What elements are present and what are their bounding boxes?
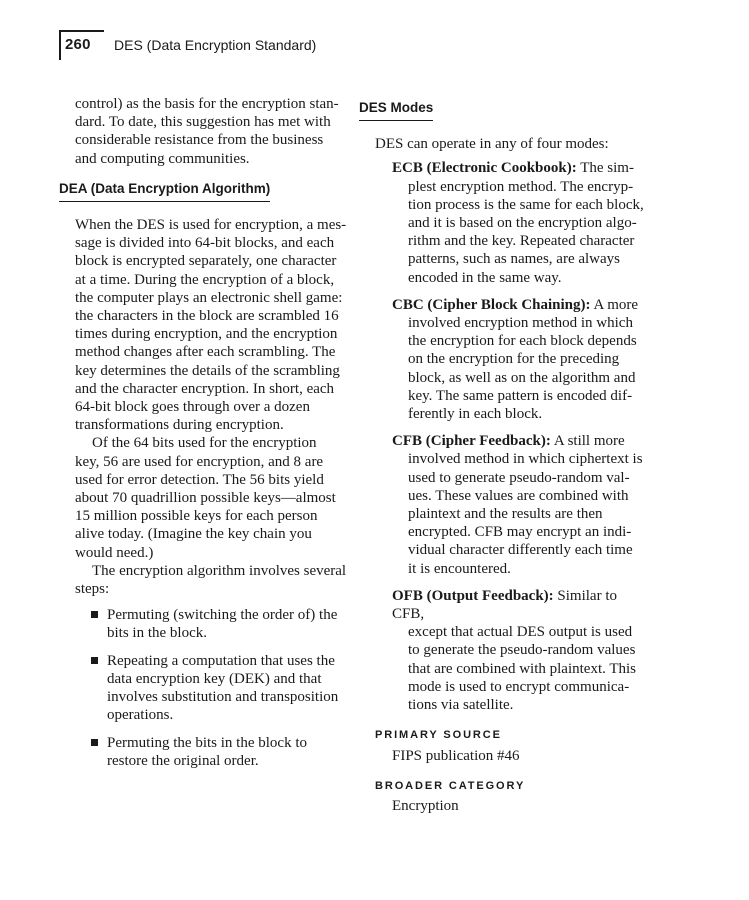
- text-line: it is encountered.: [408, 560, 511, 577]
- mode-entry-cbc: [392, 296, 645, 423]
- header-rule-horizontal: [59, 30, 104, 32]
- primary-source-label: PRIMARY SOURCE: [375, 729, 502, 742]
- mode-entry-cfb: [392, 432, 645, 578]
- text-line: and the character encryption. In short, each: [75, 380, 335, 397]
- broader-category-label: BROADER CATEGORY: [375, 779, 526, 792]
- text-line: ferently in each block.: [408, 406, 543, 423]
- text-line: block is encrypted separately, one character: [75, 253, 337, 270]
- text-line: plaintext and the results are then: [408, 506, 603, 523]
- text-line: sage is divided into 64-bit blocks, and each: [75, 235, 335, 252]
- mode-entry-ecb: [392, 159, 645, 286]
- mode-entry-ofb: [392, 587, 645, 714]
- header-rule-vertical: [59, 30, 61, 60]
- text-line: involved method in which ciphertext is: [408, 451, 643, 468]
- text-line: Repeating a computation that uses the: [107, 652, 335, 669]
- broader-category-value: Encryption: [392, 797, 459, 814]
- text-line: restore the original order.: [107, 752, 259, 769]
- list-item: [91, 606, 347, 642]
- text-line: block, as well as on the algorithm and: [408, 369, 636, 386]
- text-line: Of the 64 bits used for the encryption: [92, 435, 317, 452]
- text-line: patterns, such as names, are always: [408, 251, 621, 268]
- text-line: operations.: [107, 707, 174, 724]
- text-line: A more: [593, 296, 639, 313]
- list-item: [91, 652, 347, 725]
- text-line: involves substitution and transposition: [107, 689, 339, 706]
- modes-intro: DES can operate in any of four modes:: [375, 136, 609, 153]
- text-line: that are combined with plaintext. This: [408, 660, 637, 677]
- text-line: at a time. During the encryption of a block,: [75, 271, 335, 288]
- bullet-square-icon: [91, 739, 98, 746]
- text-line: alive today. (Imagine the key chain you: [75, 526, 312, 543]
- text-line: key, 56 are used for encryption, and 8 are: [75, 453, 324, 470]
- dea-paragraph-1: [59, 216, 347, 434]
- text-line: and computing communities.: [75, 150, 250, 167]
- text-line: and it is based on the encryption algo-: [408, 215, 637, 232]
- text-line: the characters in the block are scrambled 16: [75, 308, 339, 325]
- text-line: 64-bit block goes through over a dozen: [75, 399, 310, 416]
- dea-paragraph-3: [59, 562, 347, 598]
- text-line: involved encryption method in which: [408, 315, 633, 332]
- section-heading-des-modes: DES Modes: [359, 99, 433, 121]
- primary-source-value: FIPS publication #46: [392, 747, 520, 764]
- text-line: ues. These values are combined with: [408, 487, 629, 504]
- mode-term: CFB (Cipher Feedback):: [392, 433, 551, 450]
- text-line: the encryption for each block depends: [408, 333, 637, 350]
- text-line: about 70 quadrillion possible keys—almost: [75, 490, 336, 507]
- text-line: tion process is the same for each block,: [408, 196, 644, 213]
- list-item: [91, 734, 347, 770]
- text-line: steps:: [75, 581, 110, 598]
- text-line: The encryption algorithm involves several: [92, 562, 347, 579]
- text-line: Permuting the bits in the block to: [107, 734, 307, 751]
- text-line: would need.): [75, 544, 154, 561]
- bullet-square-icon: [91, 657, 98, 664]
- text-line: on the encryption for the preceding: [408, 351, 620, 368]
- text-line: to generate the pseudo-random values: [408, 642, 636, 659]
- text-line: times during encryption, and the encryption: [75, 326, 338, 343]
- text-line: key determines the details of the scrambling: [75, 362, 340, 379]
- text-line: dard. To date, this suggestion has met with: [75, 114, 331, 131]
- text-line: Permuting (switching the order of) the: [107, 607, 338, 624]
- text-line: vidual character differently each time: [408, 542, 633, 559]
- text-line: plest encryption method. The encryp-: [408, 178, 634, 195]
- steps-list: [59, 606, 347, 770]
- mode-term: ECB (Electronic Cookbook):: [392, 160, 577, 177]
- text-line: tions via satellite.: [408, 697, 514, 714]
- intro-paragraph: [59, 95, 347, 168]
- text-line: method changes after each scrambling. The: [75, 344, 336, 361]
- text-line: the computer plays an electronic shell game:: [75, 289, 343, 306]
- text-line: encoded in the same way.: [408, 269, 562, 286]
- section-heading-dea: DEA (Data Encryption Algorithm): [59, 180, 270, 202]
- text-line: control) as the basis for the encryption stan-: [75, 96, 339, 112]
- text-line: data encryption key (DEK) and that: [107, 670, 322, 687]
- text-line: Similar to CFB,: [392, 587, 618, 623]
- text-line: bits in the block.: [107, 625, 207, 642]
- mode-term: OFB (Output Feedback):: [392, 587, 554, 604]
- text-line: encrypted. CFB may encrypt an indi-: [408, 524, 632, 541]
- text-line: used to generate pseudo-random val-: [408, 469, 630, 486]
- running-title: DES (Data Encryption Standard): [114, 37, 317, 53]
- text-line: rithm and the key. Repeated character: [408, 233, 635, 250]
- text-line: When the DES is used for encryption, a mes-: [75, 217, 347, 234]
- bullet-square-icon: [91, 611, 98, 618]
- page-number: 260: [65, 36, 91, 53]
- text-line: except that actual DES output is used: [408, 624, 633, 641]
- text-line: mode is used to encrypt communica-: [408, 678, 630, 695]
- right-column: [359, 95, 645, 815]
- text-line: The sim-: [580, 160, 634, 177]
- text-line: transformations during encryption.: [75, 417, 284, 434]
- mode-term: CBC (Cipher Block Chaining):: [392, 296, 591, 313]
- text-line: key. The same pattern is encoded dif-: [408, 387, 633, 404]
- text-line: A still more: [553, 433, 625, 450]
- dea-paragraph-2: [59, 434, 347, 561]
- text-line: used for error detection. The 56 bits yield: [75, 471, 324, 488]
- left-column: [59, 95, 347, 779]
- text-line: 15 million possible keys for each person: [75, 508, 318, 525]
- text-line: considerable resistance from the business: [75, 132, 324, 149]
